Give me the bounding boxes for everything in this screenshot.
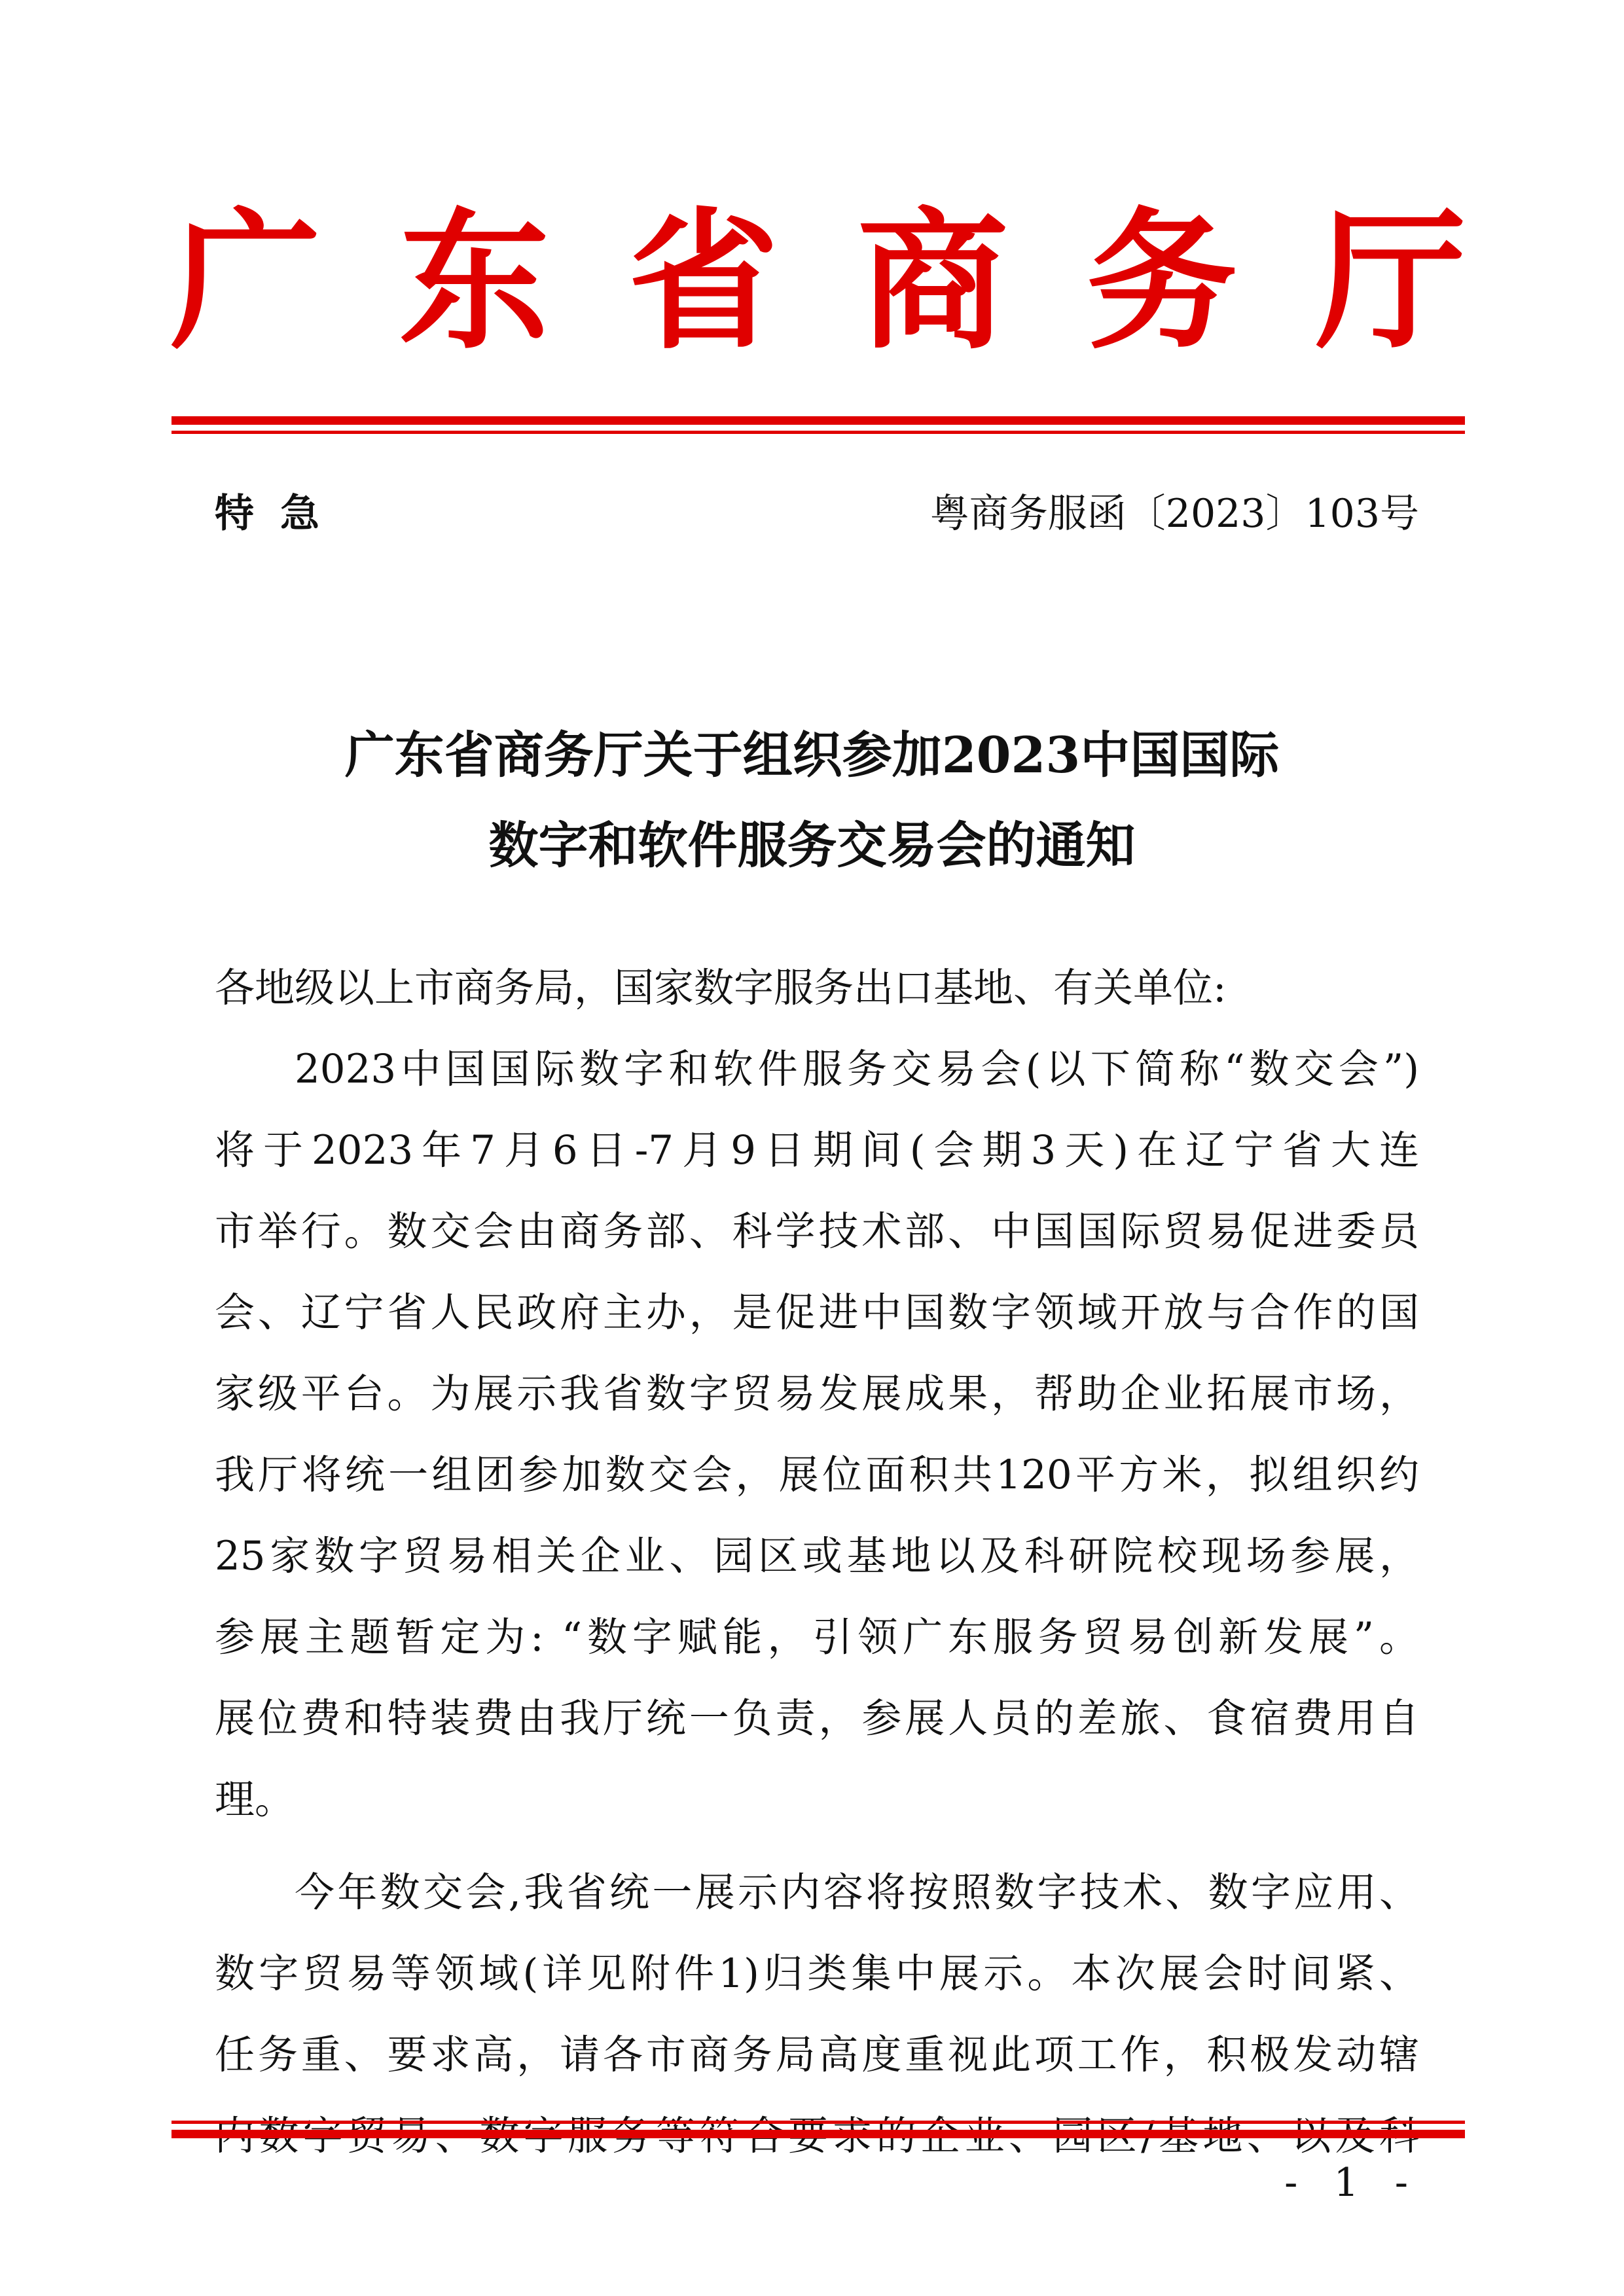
document-number: 粤商务服函〔2023〕103号	[929, 491, 1419, 537]
paragraph-gap	[215, 1840, 1419, 1852]
org-char: 商	[857, 193, 1008, 370]
body-line: 25家数字贸易相关企业、园区或基地以及科研院校现场参展，	[215, 1533, 1419, 1579]
body-line: 2023中国国际数字和软件服务交易会(以下简称“数交会”)	[295, 1046, 1419, 1092]
body-line: 我厅将统一组团参加数交会，展位面积共120平方米，拟组织约	[215, 1452, 1419, 1498]
body-line: 市举行。数交会由商务部、科学技术部、中国国际贸易促进委员	[215, 1208, 1419, 1255]
title-line: 广东省商务厅关于组织参加2023中国国际	[344, 726, 1280, 784]
urgency-label: 特急	[215, 491, 346, 537]
body-line: 展位费和特装费由我厅统一负责，参展人员的差旅、食宿费用自	[215, 1695, 1419, 1742]
footer-rule-thin	[171, 2121, 1465, 2124]
title-line: 数字和软件服务交易会的通知	[488, 816, 1136, 874]
org-char: 东	[399, 193, 550, 370]
body-line: 任务重、要求高，请各市商务局高度重视此项工作，积极发动辖	[215, 2032, 1419, 2078]
org-char: 广	[170, 193, 321, 370]
header-rule-thin	[171, 431, 1465, 434]
page-number: - 1 -	[1284, 2160, 1420, 2206]
salutation: 各地级以上市商务局，国家数字服务出口基地、有关单位:	[215, 965, 1227, 1011]
org-char: 厅	[1315, 193, 1466, 370]
footer-rule-thick	[171, 2130, 1465, 2138]
document-meta-row	[215, 484, 1419, 543]
body-line: 今年数交会,我省统一展示内容将按照数字技术、数字应用、	[295, 1869, 1419, 1916]
document-title	[131, 710, 1493, 891]
document-body	[215, 948, 1419, 2177]
org-char: 务	[1086, 193, 1237, 370]
body-line: 参展主题暂定为: “数字赋能，引领广东服务贸易创新发展”。	[215, 1614, 1419, 1660]
body-line: 理。	[215, 1776, 295, 1823]
header-rule-thick	[171, 416, 1465, 425]
org-char: 省	[628, 193, 779, 370]
body-line: 数字贸易等领域(详见附件1)归类集中展示。本次展会时间紧、	[215, 1950, 1419, 1997]
body-line: 家级平台。为展示我省数字贸易发展成果，帮助企业拓展市场，	[215, 1371, 1419, 1417]
body-line: 会、辽宁省人民政府主办，是促进中国数字领域开放与合作的国	[215, 1289, 1419, 1336]
body-line: 将于2023年7月6日-7月9日期间(会期3天)在辽宁省大连	[215, 1127, 1419, 1174]
issuing-organization-header	[170, 183, 1466, 380]
